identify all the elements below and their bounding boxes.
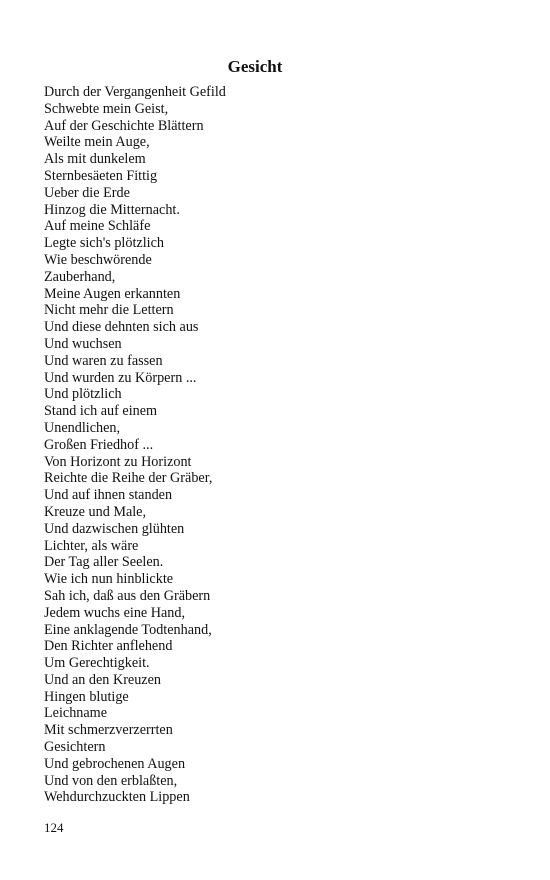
poem-line: Und von den erblaßten, bbox=[44, 772, 178, 789]
poem-line: Unendlichen, bbox=[44, 419, 121, 436]
poem-line: Eine anklagende Todtenhand, bbox=[44, 621, 212, 638]
poem-line: Den Richter anflehend bbox=[44, 638, 173, 655]
poem-line: Weilte mein Auge, bbox=[44, 134, 150, 151]
poem-line: Wie beschwörende bbox=[44, 251, 152, 268]
poem-line: Stand ich auf einem bbox=[44, 403, 158, 420]
poem-line: Mit schmerzverzerrten bbox=[44, 722, 173, 739]
poem-line: Sternbesäeten Fittig bbox=[44, 167, 158, 184]
poem-line: Auf meine Schläfe bbox=[44, 218, 151, 235]
poem-line: Der Tag aller Seelen. bbox=[44, 554, 164, 571]
poem-line: Großen Friedhof ... bbox=[44, 436, 154, 453]
poem-line: Sah ich, daß aus den Gräbern bbox=[44, 587, 211, 604]
poem-line: Als mit dunkelem bbox=[44, 151, 146, 168]
poem-body bbox=[44, 84, 514, 806]
poem-line: Nicht mehr die Lettern bbox=[44, 302, 174, 319]
poem-line: Gesichtern bbox=[44, 739, 106, 756]
poem-line: Und waren zu fassen bbox=[44, 352, 163, 369]
poem-line: Kreuze und Male, bbox=[44, 503, 147, 520]
poem-line: Leichname bbox=[44, 705, 108, 722]
poem-title: Gesicht bbox=[227, 57, 283, 76]
poem-line: Und plötzlich bbox=[44, 386, 122, 403]
poem-line: Jedem wuchs eine Hand, bbox=[44, 604, 186, 621]
poem-line: Meine Augen erkannten bbox=[44, 285, 181, 302]
poem-line: Und diese dehnten sich aus bbox=[44, 319, 199, 336]
poem-line: Reichte die Reihe der Gräber, bbox=[44, 470, 213, 487]
poem-line: Durch der Vergangenheit Gefild bbox=[44, 84, 226, 100]
poem-line: Und wurden zu Körpern ... bbox=[44, 369, 197, 386]
page-number: 124 bbox=[44, 820, 64, 835]
poem-line: Ueber die Erde bbox=[44, 184, 130, 201]
poem-line: Zauberhand, bbox=[44, 268, 116, 285]
poem-line: Lichter, als wäre bbox=[44, 537, 139, 554]
poem-line: Und wuchsen bbox=[44, 335, 122, 352]
poem-line: Hingen blutige bbox=[44, 688, 129, 705]
poem-line: Wehdurchzuckten Lippen bbox=[44, 789, 190, 806]
poem-line: Und gebrochenen Augen bbox=[44, 755, 186, 772]
poem-line: Auf der Geschichte Blättern bbox=[44, 117, 204, 134]
poem-line: Schwebte mein Geist, bbox=[44, 100, 169, 117]
poem-line: Hinzog die Mitternacht. bbox=[44, 201, 180, 218]
poem-line: Und auf ihnen standen bbox=[44, 487, 173, 504]
poem-line: Um Gerechtigkeit. bbox=[44, 655, 150, 672]
poem-line: Von Horizont zu Horizont bbox=[44, 453, 192, 470]
poem-line: Und an den Kreuzen bbox=[44, 671, 161, 688]
poem-line: Wie ich nun hinblickte bbox=[44, 571, 174, 588]
poem-line: Und dazwischen glühten bbox=[44, 520, 185, 537]
poem-line: Legte sich's plötzlich bbox=[44, 235, 164, 252]
